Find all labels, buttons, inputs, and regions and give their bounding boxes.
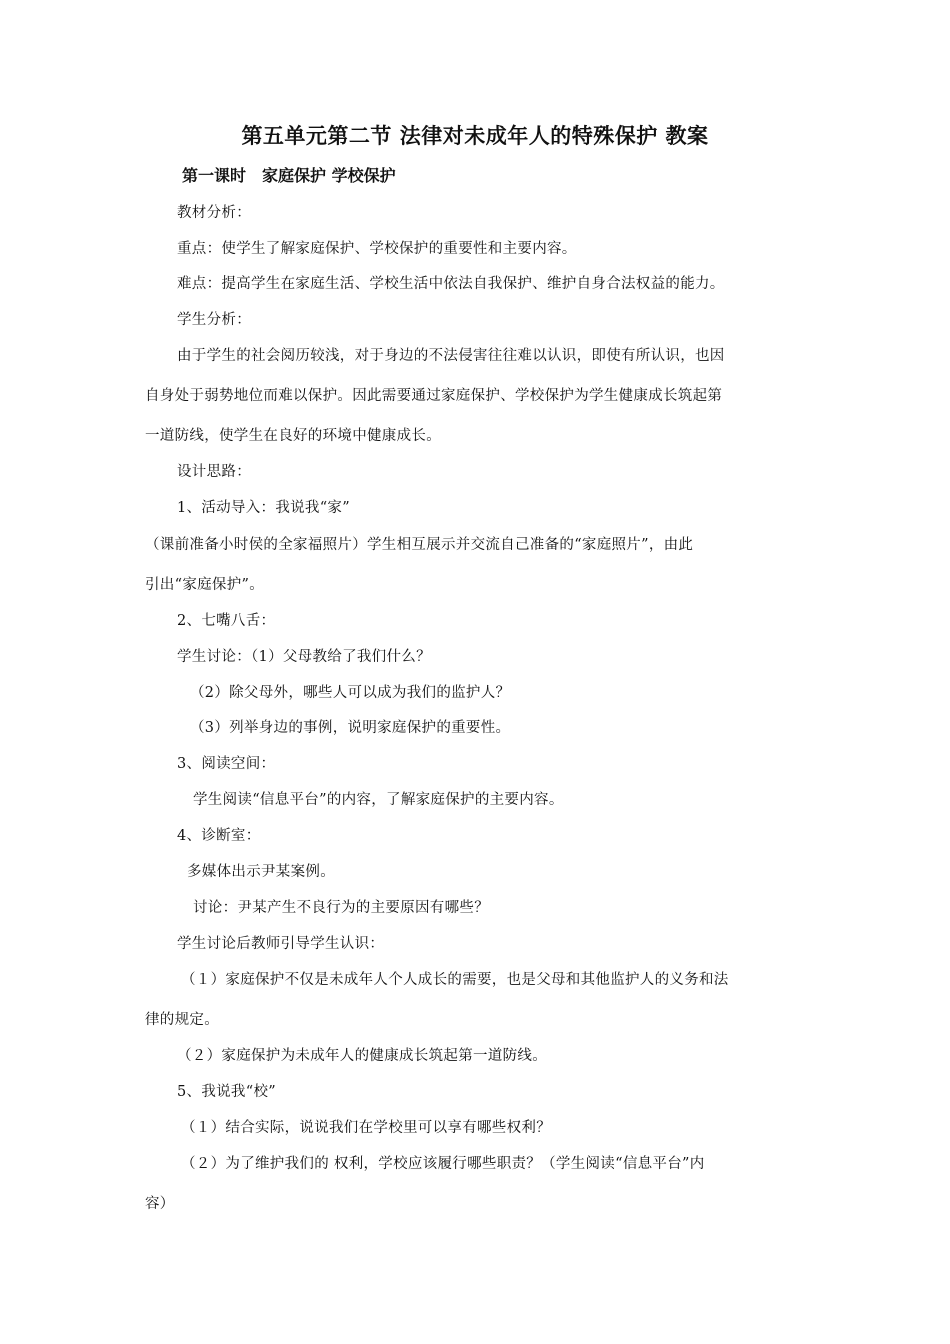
paragraph-line: （１）家庭保护不仅是未成年人个人成长的需要，也是父母和其他监护人的义务和法	[181, 972, 729, 988]
lesson-subtitle: 第一课时 家庭保护 学校保护	[182, 166, 396, 185]
paragraph-line: 设计思路：	[177, 464, 251, 480]
paragraph-line: 讨论：尹某产生不良行为的主要原因有哪些？	[193, 900, 489, 916]
paragraph-line: 学生阅读“信息平台”的内容，了解家庭保护的主要内容。	[193, 792, 564, 808]
paragraph-line: 3、阅读空间：	[177, 756, 276, 772]
paragraph-line: （１）结合实际，说说我们在学校里可以享有哪些权利？	[181, 1120, 551, 1136]
document-title: 第五单元第二节 法律对未成年人的特殊保护 教案	[241, 124, 709, 148]
paragraph-line: （课前准备小时侯的全家福照片）学生相互展示并交流自己准备的“家庭照片”，由此	[145, 537, 694, 553]
paragraph-line: （2）除父母外，哪些人可以成为我们的监护人？	[190, 685, 511, 701]
paragraph-line: 学生讨论：（1）父母教给了我们什么？	[177, 649, 431, 665]
paragraph-line: 学生讨论后教师引导学生认识：	[177, 936, 385, 952]
paragraph-line: 难点：提高学生在家庭生活、学校生活中依法自我保护、维护自身合法权益的能力。	[177, 276, 725, 292]
paragraph-line: 学生分析：	[177, 312, 251, 328]
paragraph-line: 重点：使学生了解家庭保护、学校保护的重要性和主要内容。	[177, 241, 577, 257]
paragraph-line: （２）为了维护我们的 权利，学校应该履行哪些职责？（学生阅读“信息平台”内	[181, 1156, 705, 1172]
paragraph-line: 容）	[145, 1196, 175, 1212]
paragraph-line: （3）列举身边的事例，说明家庭保护的重要性。	[190, 720, 511, 736]
paragraph-line: 律的规定。	[145, 1012, 219, 1028]
paragraph-line: 2、七嘴八舌：	[177, 613, 276, 629]
paragraph-line: 多媒体出示尹某案例。	[187, 864, 335, 880]
paragraph-line: 一道防线，使学生在良好的环境中健康成长。	[145, 428, 441, 444]
paragraph-line: 自身处于弱势地位而难以保护。因此需要通过家庭保护、学校保护为学生健康成长筑起第	[145, 388, 723, 404]
paragraph-line: 教材分析：	[177, 205, 251, 221]
paragraph-line: 引出“家庭保护”。	[145, 577, 265, 593]
paragraph-line: （２）家庭保护为未成年人的健康成长筑起第一道防线。	[177, 1048, 547, 1064]
paragraph-line: 5、我说我“校”	[177, 1084, 276, 1100]
paragraph-line: 由于学生的社会阅历较浅，对于身边的不法侵害往往难以认识，即使有所认识，也因	[177, 348, 725, 364]
paragraph-line: 1、活动导入：我说我“家”	[177, 500, 350, 516]
paragraph-line: 4、诊断室：	[177, 828, 261, 844]
